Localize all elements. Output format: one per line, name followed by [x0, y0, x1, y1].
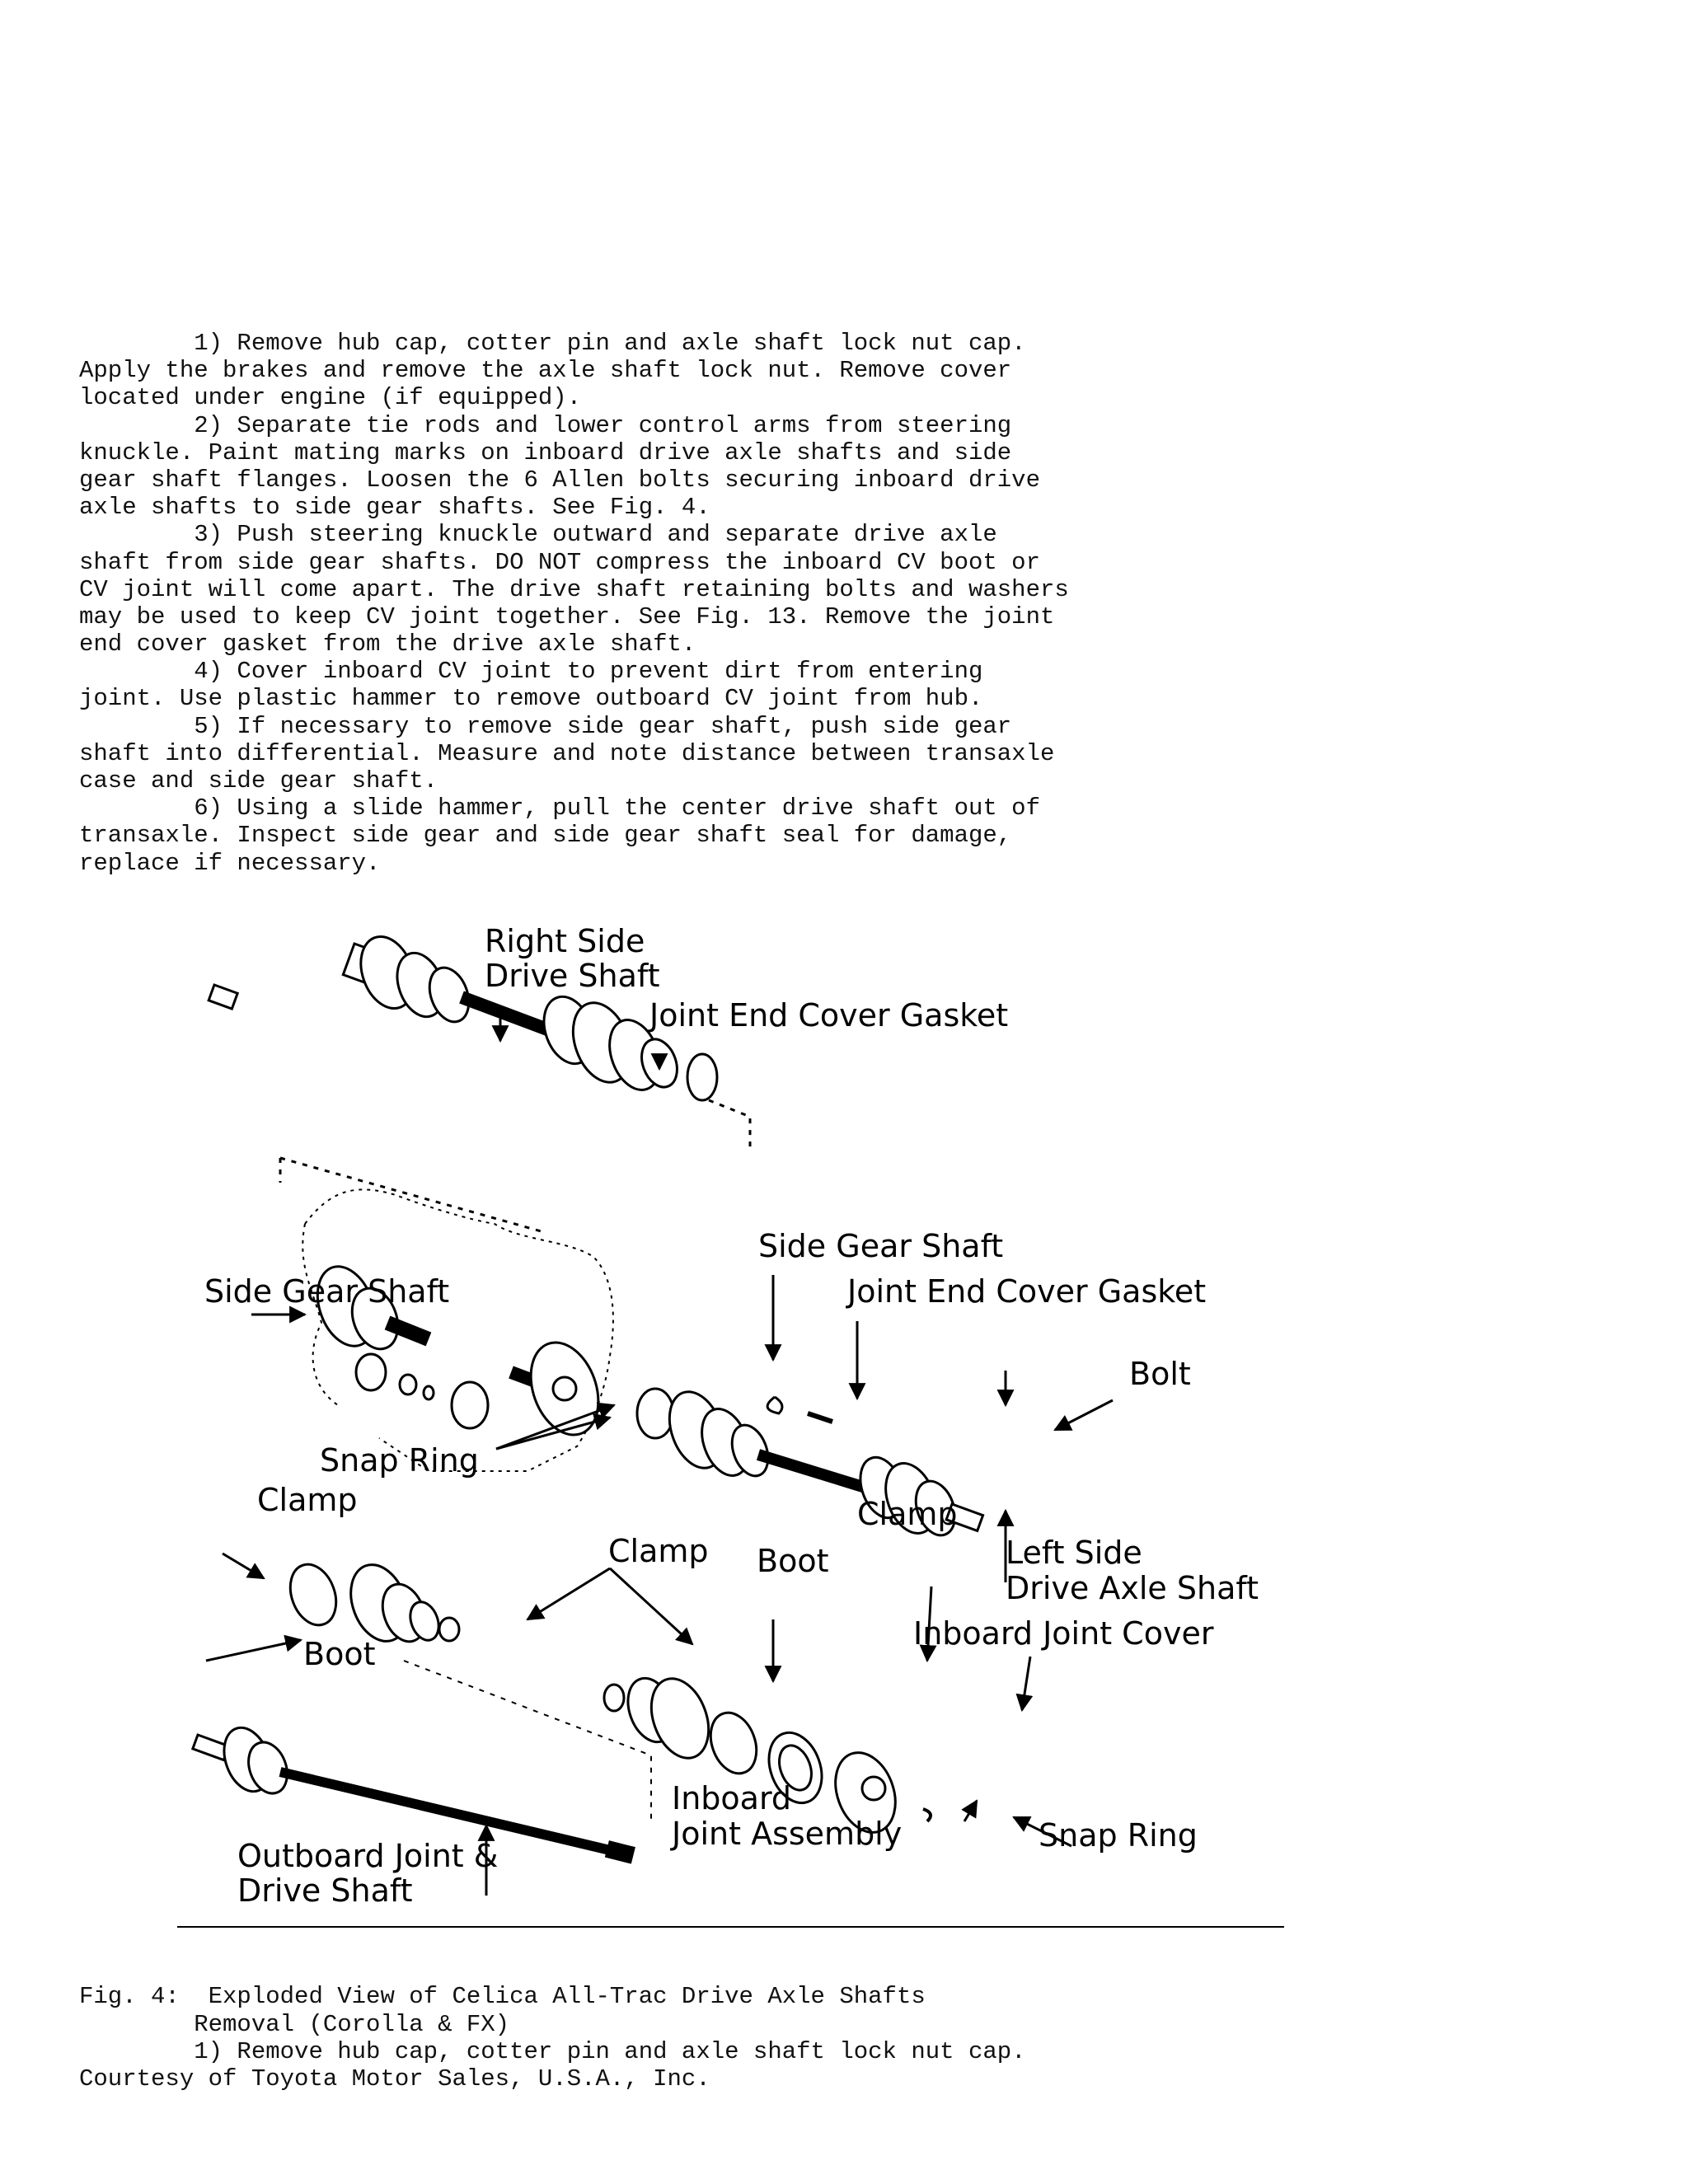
- instruction-line: axle shafts to side gear shafts. See Fig. 4.: [79, 494, 710, 522]
- instruction-line: 6) Using a slide hammer, pull the center drive shaft out of: [79, 794, 1040, 823]
- instruction-line: replace if necessary.: [79, 849, 381, 877]
- instruction-line: may be used to keep CV joint together. See Fig. 13. Remove the joint: [79, 602, 1055, 630]
- label-right-side-drive-shaft-2: Drive Shaft: [485, 958, 660, 994]
- snap-ring-right-drawing: [923, 1809, 931, 1821]
- label-left-side-drive-axle-shaft-1: Left Side: [1006, 1535, 1142, 1571]
- instruction-line: end cover gasket from the drive axle shaft.: [79, 630, 696, 658]
- label-bolt: Bolt: [1129, 1356, 1191, 1392]
- clamp-small-drawing: [439, 1618, 459, 1641]
- bolt-drawing: [808, 1413, 832, 1422]
- caption-courtesy: Courtesy of Toyota Motor Sales, U.S.A., Inc.: [79, 2065, 710, 2093]
- label-boot-left: Boot: [303, 1636, 376, 1672]
- joint-end-cover-gasket-mid-drawing: [637, 1389, 673, 1438]
- instruction-line: located under engine (if equipped).: [79, 384, 582, 412]
- instruction-line: 4) Cover inboard CV joint to prevent dirt from entering: [79, 658, 983, 686]
- label-clamp-left: Clamp: [257, 1482, 358, 1518]
- seal-ring-drawing: [452, 1382, 488, 1428]
- section-heading: Removal (Corolla & FX): [79, 2011, 510, 2038]
- seal-drawing: [356, 1354, 386, 1390]
- side-gear-shaft-center-drawing: [511, 1333, 611, 1445]
- instruction-line: transaxle. Inspect side gear and side gear shaft seal for damage,: [79, 822, 1012, 850]
- label-inboard-joint-cover: Inboard Joint Cover: [913, 1615, 1214, 1652]
- label-side-gear-shaft-center: Side Gear Shaft: [758, 1228, 1004, 1264]
- label-right-side-drive-shaft-1: Right Side: [485, 923, 645, 959]
- instruction-line: case and side gear shaft.: [79, 767, 438, 794]
- label-snap-ring-left: Snap Ring: [320, 1442, 479, 1479]
- instruction-line: CV joint will come apart. The drive shaft retaining bolts and washers: [79, 575, 1069, 603]
- caption-title: Fig. 4: Exploded View of Celica All-Trac Drive Axle Shafts: [79, 1983, 926, 2011]
- instruction-line: shaft from side gear shafts. DO NOT compress the inboard CV boot or: [79, 548, 1040, 576]
- label-left-side-drive-axle-shaft-2: Drive Axle Shaft: [1006, 1570, 1259, 1606]
- label-clamp-center: Clamp: [608, 1533, 709, 1569]
- joint-end-cover-gasket-top-drawing: [687, 1054, 717, 1100]
- instruction-line: 1) Remove hub cap, cotter pin and axle shaft lock nut cap.: [79, 330, 1026, 357]
- boot-center-drawing: [620, 1671, 719, 1766]
- label-side-gear-shaft-left: Side Gear Shaft: [204, 1273, 450, 1310]
- instruction-line: Apply the brakes and remove the axle shaft lock nut. Remove cover: [79, 357, 1012, 385]
- label-inboard-joint-assembly-2: Joint Assembly: [672, 1816, 903, 1852]
- label-outboard-joint-2: Drive Shaft: [237, 1872, 413, 1909]
- instruction-line: 5) If necessary to remove side gear shaft, push side gear: [79, 712, 1012, 740]
- exploded-view-figure: [181, 894, 1286, 1924]
- label-snap-ring-right: Snap Ring: [1039, 1817, 1198, 1854]
- instruction-line: joint. Use plastic hammer to remove outboard CV joint from hub.: [79, 685, 983, 713]
- instruction-line: 2) Separate tie rods and lower control arms from steering: [79, 411, 1012, 439]
- removal-corolla-text: [79, 2011, 1026, 2065]
- figure-rule: [177, 1926, 1284, 1928]
- instructions-text: [79, 330, 1282, 877]
- label-inboard-joint-assembly-1: Inboard: [672, 1780, 792, 1816]
- label-joint-end-cover-gasket-mid: Joint End Cover Gasket: [847, 1273, 1207, 1310]
- label-outboard-joint-1: Outboard Joint &: [237, 1838, 499, 1874]
- clamp-right-drawing: [703, 1706, 765, 1779]
- label-clamp-right: Clamp: [857, 1496, 958, 1532]
- instruction-line: 3) Push steering knuckle outward and separate drive axle: [79, 521, 997, 549]
- instruction-line: gear shaft flanges. Loosen the 6 Allen bolts securing inboard drive: [79, 466, 1040, 494]
- washer-drawing: [767, 1397, 782, 1413]
- label-joint-end-cover-gasket-top: Joint End Cover Gasket: [649, 997, 1009, 1033]
- drive-axle-illustration: [181, 894, 1286, 1924]
- instruction-line: knuckle. Paint mating marks on inboard drive axle shafts and side: [79, 438, 1012, 466]
- instruction-line: shaft into differential. Measure and note distance between transaxle: [79, 739, 1055, 767]
- label-boot-center: Boot: [757, 1543, 829, 1579]
- instruction-line: 1) Remove hub cap, cotter pin and axle shaft lock nut cap.: [79, 2038, 1026, 2066]
- clamp-left-drawing: [283, 1558, 345, 1631]
